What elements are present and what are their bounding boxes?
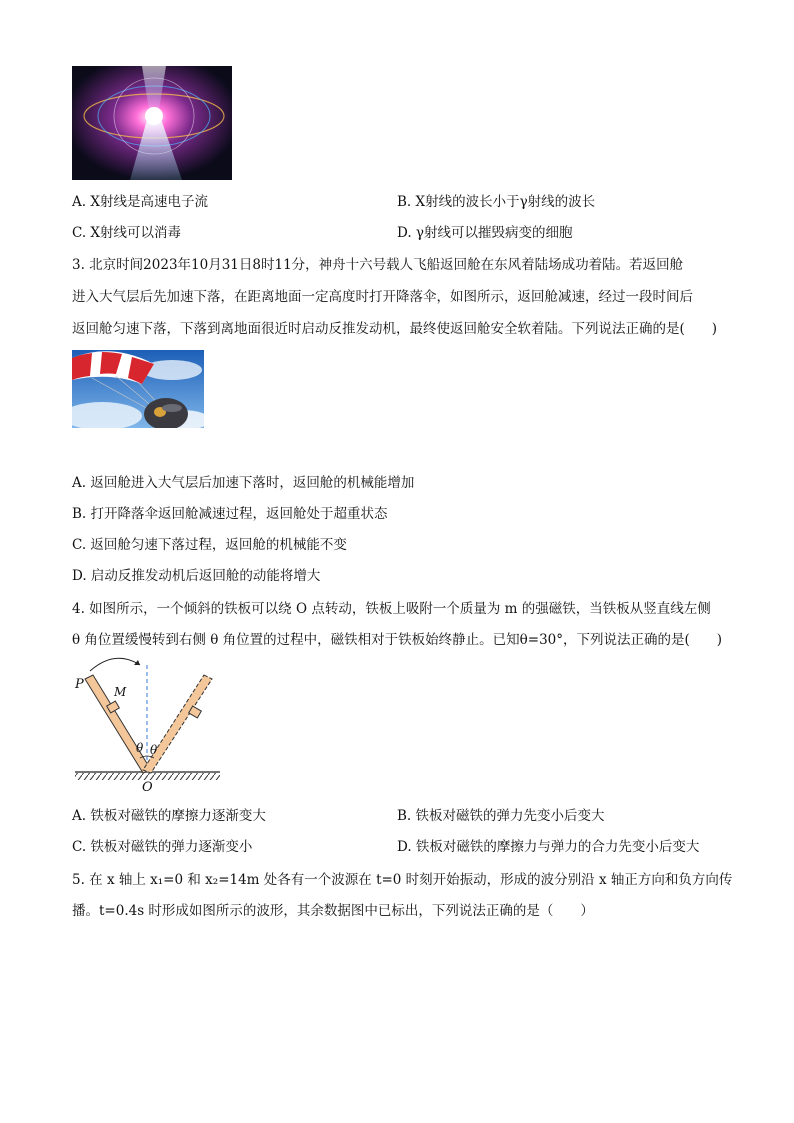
label-o: O [142, 780, 153, 795]
label-theta-right: θ [150, 743, 158, 757]
q3-stem-line-3: 返回舱匀速下落，下落到离地面很近时启动反推发动机，最终使返回舱安全软着陆。下列说法正确的是( ) [72, 321, 718, 337]
q3-stem-line-2: 进入大气层后先加速下落，在距离地面一定高度时打开降落伞，如图所示，返回舱减速，经过一段时间后 [72, 289, 693, 305]
q2-option-c: C. X射线可以消毒 [72, 225, 182, 241]
q5-stem-line-1: 5. 在 x 轴上 x₁=0 和 x₂=14m 处各有一个波源在 t=0 时刻开始振动，形成的波分别沿 x 轴正方向和负方向传 [72, 872, 733, 888]
label-theta-left: θ [136, 741, 144, 755]
iron-plate-diagram [70, 655, 230, 800]
q4-option-a: A. 铁板对磁铁的摩擦力逐渐变大 [72, 808, 266, 824]
q3-option-b: B. 打开降落伞返回舱减速过程，返回舱处于超重状态 [72, 506, 388, 522]
parachute-capsule-photo [72, 350, 204, 428]
q2-option-b: B. X射线的波长小于γ射线的波长 [397, 194, 596, 210]
q5-stem-line-2: 播。t=0.4s 时形成如图所示的波形，其余数据图中已标出，下列说法正确的是（ ） [72, 903, 594, 919]
xray-illustration [72, 66, 232, 180]
q4-stem-line-1: 4. 如图所示，一个倾斜的铁板可以绕 O 点转动，铁板上吸附一个质量为 m 的强磁铁，当铁板从竖直线左侧 [72, 601, 711, 617]
q4-option-c: C. 铁板对磁铁的弹力逐渐变小 [72, 839, 253, 855]
q2-option-a: A. X射线是高速电子流 [72, 194, 208, 210]
q4-option-b: B. 铁板对磁铁的弹力先变小后变大 [397, 808, 605, 824]
q4-stem-line-2: θ 角位置缓慢转到右侧 θ 角位置的过程中，磁铁相对于铁板始终静止。已知θ=30°，下列说法正确的是( ) [72, 632, 723, 648]
q2-option-d: D. γ射线可以摧毁病变的细胞 [397, 225, 573, 241]
q4-option-d: D. 铁板对磁铁的摩擦力与弹力的合力先变小后变大 [397, 839, 700, 855]
label-m: M [114, 685, 127, 699]
q3-option-d: D. 启动反推发动机后返回舱的动能将增大 [72, 568, 321, 584]
q3-option-a: A. 返回舱进入大气层后加速下落时，返回舱的机械能增加 [72, 475, 415, 491]
label-p: P [75, 677, 84, 692]
q3-option-c: C. 返回舱匀速下落过程，返回舱的机械能不变 [72, 537, 347, 553]
q3-stem-line-1: 3. 北京时间2023年10月31日8时11分，神舟十六号载人飞船返回舱在东风着陆场成功着陆。若返回舱 [72, 257, 684, 273]
